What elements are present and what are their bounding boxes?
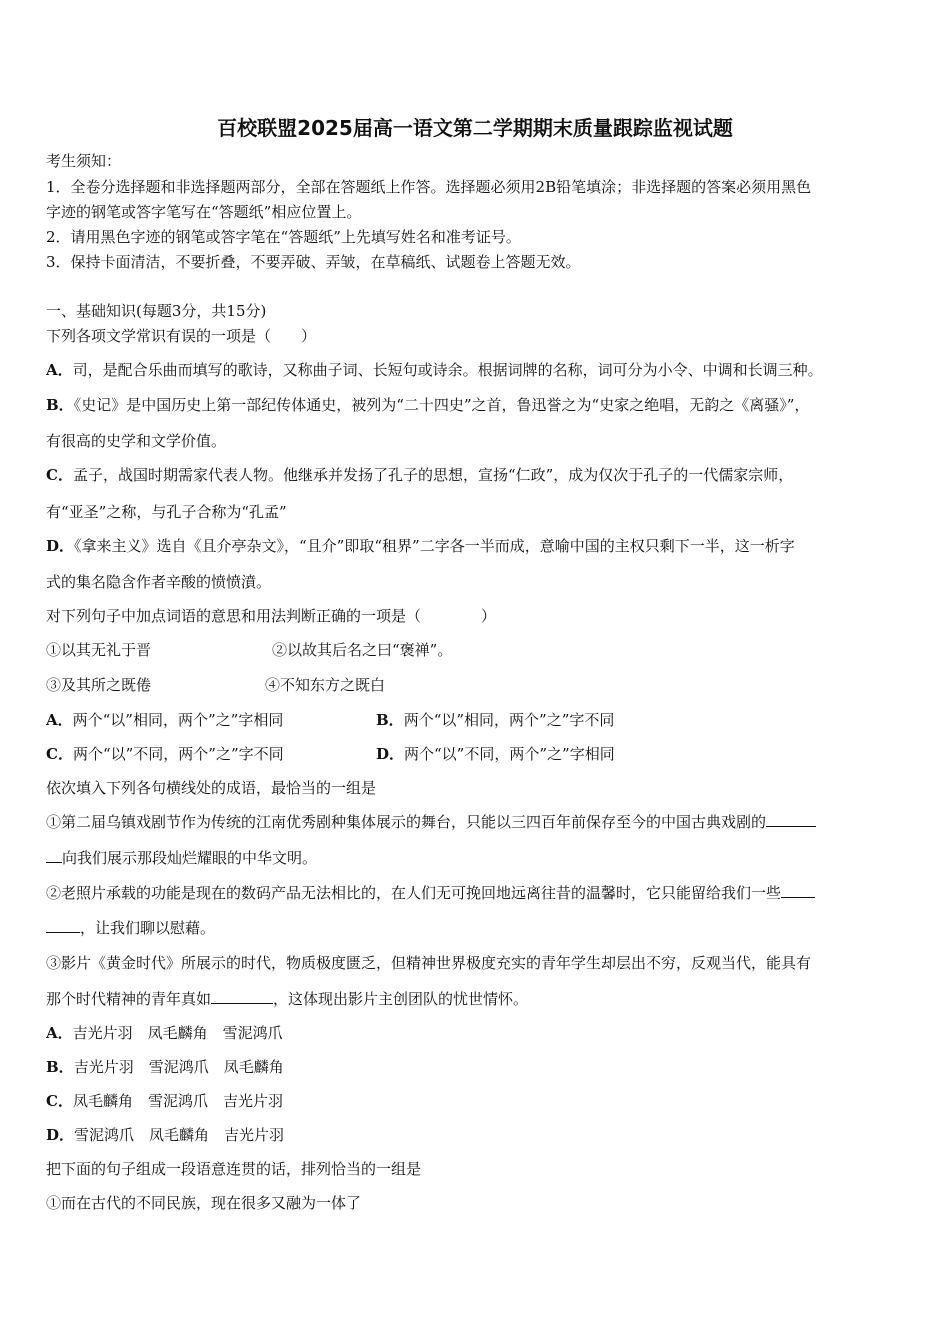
option-d-continued: 式的集名隐含作者辛酸的愤愤濆。 [46, 573, 272, 591]
fill-blank [46, 918, 80, 933]
option-label: A． [46, 711, 73, 729]
option-text: 两个“以”不同，两个”之”字相同 [404, 745, 615, 763]
option-c-continued: 有“亚圣”之称，与孔子合称为“孔孟” [46, 503, 287, 521]
option-a [46, 359, 914, 381]
option-label: B． [376, 711, 404, 729]
sentence-4: ④不知东方之既白 [265, 676, 386, 694]
option-text: 孟子，战国时期需家代表人物。他继承并发扬了孔子的思想，宣扬“仁政”，成为仅次于孔子的一代儒家宗师， [72, 466, 794, 484]
question-stem: 依次填入下列各句横线处的成语，最恰当的一组是 [46, 779, 377, 797]
option-text: 两个“以”相同，两个”之”字不同 [403, 711, 615, 729]
option-d [46, 535, 914, 557]
option-text: 吉光片羽 雪泥鸿爪 凤毛麟角 [73, 1058, 284, 1076]
option-label: B． [46, 396, 74, 414]
option-label: D． [46, 1126, 75, 1144]
sentence-text: ①第二届乌镇戏剧节作为传统的江南优秀剧种集体展示的舞台，只能以三四百年前保存至今的中国古典戏剧的 [46, 813, 767, 831]
sentence-3: ③及其所之既倦 [46, 676, 152, 694]
option-label: A． [46, 1024, 73, 1042]
sentence-text: ，这体现出影片主创团队的忧世情怀。 [273, 990, 529, 1008]
question-stem: 对下列句子中加点词语的意思和用法判断正确的一项是（ ） [46, 607, 497, 625]
option-c [46, 743, 376, 765]
sentence-1-continued [46, 847, 914, 869]
option-text: 两个“以”相同，两个”之”字相同 [72, 711, 284, 729]
sentence-2: ②以故其后名之曰“褒禅”。 [272, 641, 453, 659]
option-d [376, 743, 706, 765]
option-label: C． [46, 1092, 73, 1110]
sentence-2 [46, 882, 914, 904]
section-heading: 一、基础知识(每题3分，共15分) [46, 302, 267, 320]
option-text: 两个“以”不同，两个”之”字不同 [72, 745, 284, 763]
option-a [46, 1022, 914, 1044]
option-b [376, 709, 706, 731]
page-title: 百校联盟2025届高一语文第二学期期末质量跟踪监视试题 [217, 116, 733, 140]
sentence-text: ，让我们聊以慰藉。 [80, 919, 216, 937]
option-text: 司，是配合乐曲而填写的歌诗，又称曲子词、长短句或诗余。根据词牌的名称，词可分为小令、中调和长调三种。 [72, 361, 823, 379]
option-text: 吉光片羽 凤毛麟角 雪泥鸿爪 [72, 1024, 283, 1042]
sentence-2-continued [46, 917, 914, 939]
option-b-continued: 有很高的史学和文学价值。 [46, 432, 227, 450]
question-stem: 把下面的句子组成一段语意连贯的话，排列恰当的一组是 [46, 1160, 422, 1178]
sentence-3: ③影片《黄金时代》所展示的时代，物质极度匮乏，但精神世界极度充实的青年学生却层出不穷，反观当代，能具有 [46, 954, 812, 972]
fill-blank [211, 989, 273, 1004]
option-label: A． [46, 361, 73, 379]
option-b [46, 1056, 914, 1078]
option-a [46, 709, 376, 731]
sentence-1 [46, 811, 914, 833]
option-text: 凤毛麟角 雪泥鸿爪 吉光片羽 [72, 1092, 283, 1110]
option-label: D． [46, 537, 75, 555]
option-c [46, 1090, 914, 1112]
option-label: D． [376, 745, 405, 763]
option-label: C． [46, 745, 73, 763]
sentence-text: ②老照片承载的功能是现在的数码产品无法相比的，在人们无可挽回地远离往昔的温馨时，它只能留给我们一些 [46, 884, 782, 902]
notice-item: 2．请用黑色字迹的钢笔或答字笔在“答题纸”上先填写姓名和准考证号。 [46, 228, 521, 246]
option-text: 《史记》是中国历史上第一部纪传体通史，被列为“二十四史”之首，鲁迅誉之为“史家之绝唱，无韵之《离骚》”， [73, 396, 810, 414]
option-label: C． [46, 466, 73, 484]
fill-blank [781, 883, 815, 898]
sentence-text: 向我们展示那段灿烂耀眼的中华文明。 [62, 849, 318, 867]
fill-blank [46, 848, 62, 863]
notice-item: 3．保持卡面清洁，不要折叠，不要弄破、弄皱，在草稿纸、试题卷上答题无效。 [46, 253, 581, 271]
notice-item: 1．全卷分选择题和非选择题两部分，全部在答题纸上作答。选择题必须用2B铅笔填涂；非选择题的答案必须用黑色 [46, 178, 812, 196]
option-b [46, 394, 914, 416]
option-c [46, 464, 914, 486]
option-text: 《拿来主义》选自《且介亭杂文》，“且介”即取“租界”二字各一半而成，意喻中国的主权只剩下一半，这一析字 [74, 537, 795, 555]
question-stem: 下列各项文学常识有误的一项是（ ） [46, 327, 317, 345]
sentence-1: ①以其无礼于晋 [46, 641, 152, 659]
option-label: B． [46, 1058, 74, 1076]
option-text: 雪泥鸿爪 凤毛麟角 吉光片羽 [74, 1126, 285, 1144]
notice-heading: 考生须知： [46, 152, 122, 170]
notice-item: 字迹的钢笔或答字笔写在“答题纸”相应位置上。 [46, 203, 362, 221]
sentence-text: 那个时代精神的青年真如 [46, 990, 212, 1008]
option-d [46, 1124, 914, 1146]
sentence-1: ①而在古代的不同民族，现在很多又融为一体了 [46, 1194, 362, 1212]
fill-blank [766, 812, 816, 827]
sentence-3-continued [46, 988, 914, 1010]
